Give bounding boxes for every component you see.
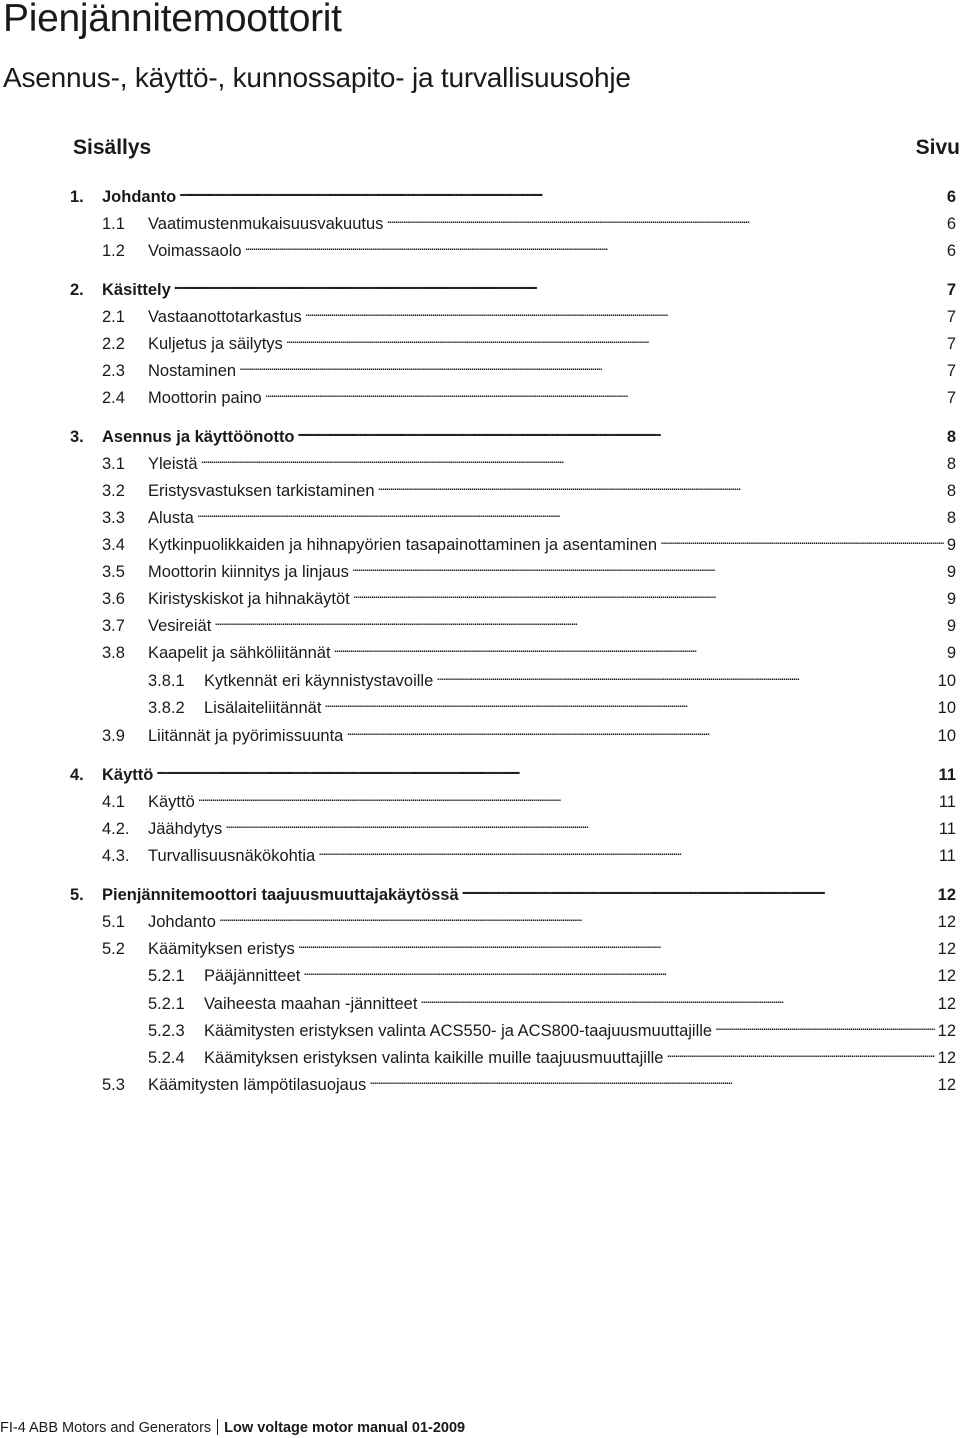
toc-entry-label: Käämityksen eristyksen valinta kaikille muille taajuusmuuttajille xyxy=(204,1049,664,1067)
document-subtitle: Asennus-, käyttö-, kunnossapito- ja turvallisuusohje xyxy=(3,62,631,93)
toc-entry-page: 8 xyxy=(946,482,956,500)
toc-entry-label: Käyttö xyxy=(102,766,154,784)
toc-entry-label: Kaapelit ja sähköliitännät xyxy=(148,644,331,662)
toc-entry xyxy=(102,555,956,581)
toc-entry-page: 12 xyxy=(937,967,956,985)
toc-entry-page: 8 xyxy=(946,428,956,446)
toc-dot-leader xyxy=(219,905,935,927)
toc-entry-label: Käämitysten lämpötilasuojaus xyxy=(148,1076,367,1094)
toc-entry-number: 3.1 xyxy=(102,455,125,473)
toc-entry xyxy=(148,1014,956,1040)
toc-entry xyxy=(148,959,956,985)
toc-dot-leader xyxy=(660,528,944,550)
toc-dot-leader xyxy=(245,234,944,256)
toc-entry-label: Johdanto xyxy=(148,913,216,931)
toc-entry-page: 12 xyxy=(937,1022,956,1040)
toc-dot-leader xyxy=(298,932,935,954)
toc-entry-number: 3.8 xyxy=(102,644,125,662)
toc-entry-label: Liitännät ja pyörimissuunta xyxy=(148,727,344,745)
toc-entry-label: Moottorin paino xyxy=(148,389,262,407)
toc-entry xyxy=(102,839,956,865)
toc-dot-leader xyxy=(179,180,944,202)
toc-entry xyxy=(102,501,956,527)
toc-entry-number: 1.1 xyxy=(102,215,125,233)
toc-entry xyxy=(102,381,956,407)
toc-entry-number: 3.3 xyxy=(102,509,125,527)
toc-entry xyxy=(102,447,956,473)
footer-manual-title: Low voltage motor manual 01-2009 xyxy=(224,1420,466,1436)
toc-entry-page: 10 xyxy=(937,672,956,690)
toc-entry xyxy=(70,180,956,206)
toc-entry-label: Vaatimustenmukaisuusvakuutus xyxy=(148,215,384,233)
toc-entry-label: Kytkennät eri käynnistystavoille xyxy=(204,672,434,690)
toc-entry-number: 4.1 xyxy=(102,793,125,811)
toc-dot-leader xyxy=(174,273,944,295)
toc-dot-leader xyxy=(156,758,935,780)
toc-entry-number: 1.2 xyxy=(102,242,125,260)
toc-entry-number: 3.9 xyxy=(102,727,125,745)
toc-entry-number: 1. xyxy=(70,188,84,206)
toc-dot-leader xyxy=(305,300,944,322)
toc-entry-label: Jäähdytys xyxy=(148,820,223,838)
toc-dot-leader xyxy=(715,1014,935,1036)
toc-entry-number: 5.2.3 xyxy=(148,1022,185,1040)
toc-entry-label: Vesireiät xyxy=(148,617,212,635)
toc-entry-page: 6 xyxy=(946,215,956,233)
toc-dot-leader xyxy=(353,582,944,604)
toc-entry-page: 7 xyxy=(946,308,956,326)
toc-entry-number: 3.5 xyxy=(102,563,125,581)
page-column-heading: Sivu xyxy=(915,136,960,159)
toc-entry-page: 10 xyxy=(937,727,956,745)
toc-entry-label: Kytkinpuolikkaiden ja hihnapyörien tasapainottaminen ja asentaminen xyxy=(148,536,658,554)
toc-entry xyxy=(70,878,956,904)
toc-dot-leader xyxy=(378,474,944,496)
toc-entry xyxy=(102,474,956,500)
toc-entry-page: 12 xyxy=(937,886,956,904)
footer-company: ABB Motors and Generators xyxy=(29,1420,212,1436)
toc-entry-label: Alusta xyxy=(148,509,194,527)
toc-dot-leader xyxy=(265,381,944,403)
toc-entry-page: 7 xyxy=(946,362,956,380)
toc-entry-number: 5.2.4 xyxy=(148,1049,185,1067)
toc-entry xyxy=(102,609,956,635)
toc-dot-leader xyxy=(318,839,936,861)
toc-entry-label: Käyttö xyxy=(148,793,195,811)
toc-entry-number: 4. xyxy=(70,766,84,784)
toc-entry-page: 11 xyxy=(938,847,956,865)
toc-entry-label: Käämitysten eristyksen valinta ACS550- ja ACS800-taajuusmuuttajille xyxy=(204,1022,713,1040)
toc-entry-page: 9 xyxy=(946,590,956,608)
toc-entry xyxy=(102,327,956,353)
toc-entry-label: Pääjännitteet xyxy=(204,967,301,985)
toc-entry-number: 3.4 xyxy=(102,536,125,554)
toc-dot-leader xyxy=(346,719,934,741)
toc-dot-leader xyxy=(436,664,934,686)
toc-entry-page: 12 xyxy=(937,995,956,1013)
toc-entry-page: 12 xyxy=(937,1076,956,1094)
toc-entry-number: 5.2 xyxy=(102,940,125,958)
toc-entry-page: 11 xyxy=(938,820,956,838)
toc-entry xyxy=(102,719,956,745)
toc-entry-number: 5. xyxy=(70,886,84,904)
toc-entry-page: 9 xyxy=(946,563,956,581)
toc-entry xyxy=(70,420,956,446)
toc-dot-leader xyxy=(298,420,944,442)
toc-entry-page: 6 xyxy=(946,242,956,260)
toc-entry-number: 3.2 xyxy=(102,482,125,500)
toc-entry-label: Kuljetus ja säilytys xyxy=(148,335,283,353)
toc-entry-page: 7 xyxy=(946,281,956,299)
toc-entry-label: Yleistä xyxy=(148,455,198,473)
toc-dot-leader xyxy=(666,1041,934,1063)
toc-entry-label: Kiristyskiskot ja hihnakäytöt xyxy=(148,590,350,608)
toc-dot-leader xyxy=(352,555,944,577)
toc-entry-number: 5.3 xyxy=(102,1076,125,1094)
toc-entry-number: 2.1 xyxy=(102,308,125,326)
toc-entry xyxy=(102,932,956,958)
toc-entry-number: 5.1 xyxy=(102,913,125,931)
toc-entry xyxy=(148,664,956,690)
toc-entry-number: 2. xyxy=(70,281,84,299)
toc-entry-page: 12 xyxy=(937,913,956,931)
toc-entry-page: 10 xyxy=(937,699,956,717)
document-title: Pienjännitemoottorit xyxy=(3,0,342,40)
toc-entry xyxy=(70,273,956,299)
toc-entry-label: Voimassaolo xyxy=(148,242,242,260)
toc-dot-leader xyxy=(286,327,944,349)
toc-entry-page: 8 xyxy=(946,509,956,527)
toc-entry xyxy=(102,785,956,811)
toc-entry xyxy=(102,1068,956,1094)
toc-entry-page: 12 xyxy=(937,940,956,958)
toc-entry-label: Asennus ja käyttöönotto xyxy=(102,428,295,446)
toc-entry-number: 3.8.1 xyxy=(148,672,185,690)
toc-dot-leader xyxy=(303,959,934,981)
toc-entry-page: 6 xyxy=(946,188,956,206)
toc-entry xyxy=(102,582,956,608)
toc-entry-label: Vastaanottotarkastus xyxy=(148,308,302,326)
toc-entry-label: Moottorin kiinnitys ja linjaus xyxy=(148,563,349,581)
toc-entry xyxy=(102,812,956,838)
toc-entry-label: Turvallisuusnäkökohtia xyxy=(148,847,316,865)
toc-entry-number: 5.2.1 xyxy=(148,995,185,1013)
toc-dot-leader xyxy=(369,1068,934,1090)
toc-dot-leader xyxy=(214,609,944,631)
toc-entry xyxy=(148,691,956,717)
toc-entry-number: 3.6 xyxy=(102,590,125,608)
toc-entry-label: Pienjännitemoottori taajuusmuuttajakäytössä xyxy=(102,886,459,904)
toc-entry-number: 4.2. xyxy=(102,820,130,838)
toc-entry-number: 2.2 xyxy=(102,335,125,353)
toc-entry-number: 2.3 xyxy=(102,362,125,380)
toc-entry-page: 7 xyxy=(946,335,956,353)
toc-dot-leader xyxy=(225,812,936,834)
toc-entry-page: 11 xyxy=(938,766,956,784)
toc-entry-page: 11 xyxy=(938,793,956,811)
toc-entry-label: Nostaminen xyxy=(148,362,237,380)
footer-page-code: FI-4 xyxy=(0,1420,26,1436)
toc-dot-leader xyxy=(462,878,935,900)
toc-entry-label: Lisälaiteliitännät xyxy=(204,699,322,717)
toc-entry xyxy=(148,1041,956,1067)
toc-entry-label: Käsittely xyxy=(102,281,171,299)
toc-dot-leader xyxy=(239,354,944,376)
toc-dot-leader xyxy=(197,501,944,523)
toc-entry-page: 8 xyxy=(946,455,956,473)
toc-dot-leader xyxy=(420,987,934,1009)
toc-entry-label: Vaiheesta maahan -jännitteet xyxy=(204,995,418,1013)
toc-entry-label: Eristysvastuksen tarkistaminen xyxy=(148,482,375,500)
toc-entry xyxy=(102,528,956,554)
toc-entry-page: 9 xyxy=(946,536,956,554)
toc-dot-leader xyxy=(198,785,936,807)
toc-entry xyxy=(102,905,956,931)
toc-entry xyxy=(70,758,956,784)
toc-entry-number: 4.3. xyxy=(102,847,130,865)
toc-entry-label: Johdanto xyxy=(102,188,177,206)
toc-entry xyxy=(102,300,956,326)
toc-dot-leader xyxy=(386,207,943,229)
toc-entry-label: Käämityksen eristys xyxy=(148,940,295,958)
toc-entry xyxy=(102,207,956,233)
toc-entry-page: 9 xyxy=(946,644,956,662)
toc-entry-page: 12 xyxy=(937,1049,956,1067)
toc-heading: Sisällys xyxy=(73,136,152,159)
toc-dot-leader xyxy=(334,636,944,658)
toc-entry-number: 3. xyxy=(70,428,84,446)
toc-entry xyxy=(102,234,956,260)
toc-dot-leader xyxy=(324,691,934,713)
toc-entry-number: 3.8.2 xyxy=(148,699,185,717)
toc-entry-number: 3.7 xyxy=(102,617,125,635)
toc-entry-number: 5.2.1 xyxy=(148,967,185,985)
toc-entry xyxy=(102,636,956,662)
toc-entry-page: 7 xyxy=(946,389,956,407)
toc-entry xyxy=(102,354,956,380)
toc-entry-page: 9 xyxy=(946,617,956,635)
toc-dot-leader xyxy=(201,447,944,469)
page-footer xyxy=(0,1418,465,1438)
toc-entry-number: 2.4 xyxy=(102,389,125,407)
footer-divider xyxy=(217,1419,218,1435)
toc-entry xyxy=(148,987,956,1013)
